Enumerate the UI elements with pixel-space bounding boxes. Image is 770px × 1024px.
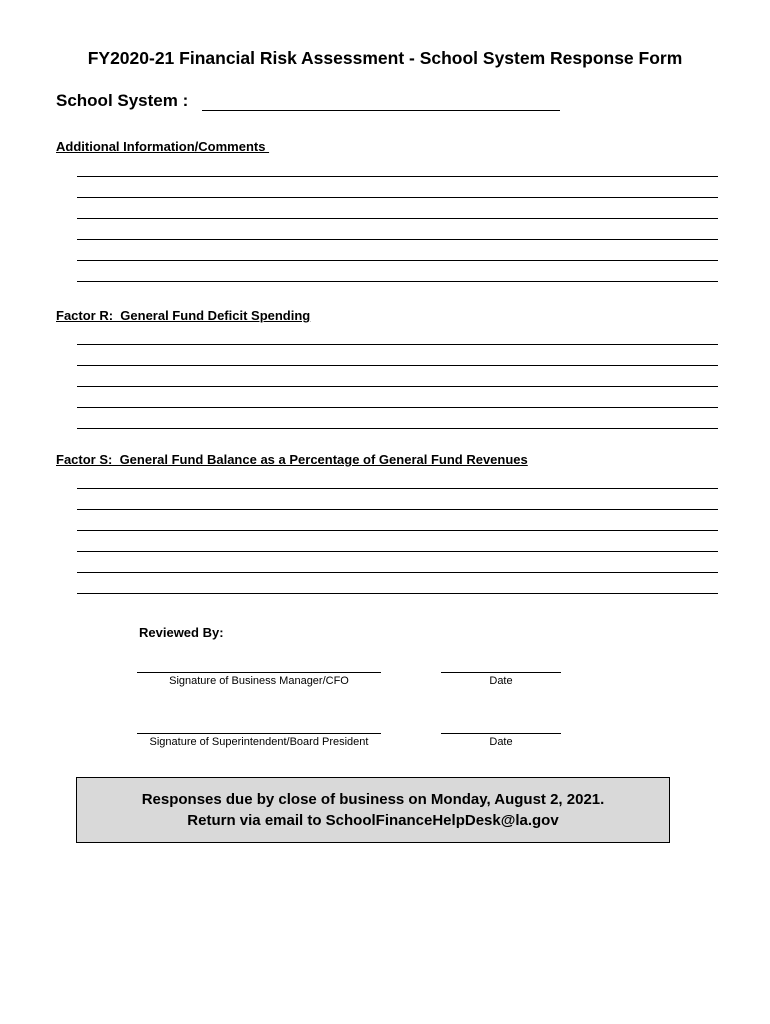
reviewed-by-label: Reviewed By:: [139, 625, 224, 640]
date-caption-superintendent: Date: [489, 736, 513, 748]
notice-deadline-text: Responses due by close of business on Monday, August 2, 2021.: [141, 791, 605, 808]
factor-s-write-line[interactable]: [77, 551, 718, 552]
comments-write-line[interactable]: [77, 197, 718, 198]
factor-r-write-line[interactable]: [77, 428, 718, 429]
factor-r-write-line[interactable]: [77, 407, 718, 408]
factor-s-write-line[interactable]: [77, 593, 718, 594]
page-title: FY2020-21 Financial Risk Assessment - School System Response Form: [87, 48, 683, 68]
comments-write-line[interactable]: [77, 260, 718, 261]
factor-s-write-line[interactable]: [77, 572, 718, 573]
date-line-superintendent[interactable]: [441, 733, 561, 734]
school-system-label: School System :: [56, 91, 189, 110]
comments-write-line[interactable]: [77, 218, 718, 219]
factor-s-write-line[interactable]: [77, 530, 718, 531]
school-system-input-line[interactable]: [202, 110, 560, 111]
signature-line-superintendent[interactable]: [137, 733, 381, 734]
comments-write-line[interactable]: [77, 239, 718, 240]
signature-caption-cfo: Signature of Business Manager/CFO: [169, 675, 349, 687]
factor-s-write-line[interactable]: [77, 488, 718, 489]
factor-r-write-line[interactable]: [77, 344, 718, 345]
notice-email-text: Return via email to SchoolFinanceHelpDesk@la.gov: [187, 812, 559, 829]
factor-r-write-line[interactable]: [77, 365, 718, 366]
section-heading-comments: Additional Information/Comments: [56, 139, 270, 154]
date-line-cfo[interactable]: [441, 672, 561, 673]
section-heading-factor-r: Factor R: General Fund Deficit Spending: [56, 308, 311, 323]
signature-caption-superintendent: Signature of Superintendent/Board President: [149, 736, 369, 748]
signature-line-cfo[interactable]: [137, 672, 381, 673]
submission-notice-box: [76, 777, 670, 843]
factor-r-write-line[interactable]: [77, 386, 718, 387]
factor-s-write-line[interactable]: [77, 509, 718, 510]
comments-write-line[interactable]: [77, 281, 718, 282]
section-heading-factor-s: Factor S: General Fund Balance as a Percentage of General Fund Revenues: [56, 452, 528, 467]
comments-write-line[interactable]: [77, 176, 718, 177]
date-caption-cfo: Date: [489, 675, 513, 687]
